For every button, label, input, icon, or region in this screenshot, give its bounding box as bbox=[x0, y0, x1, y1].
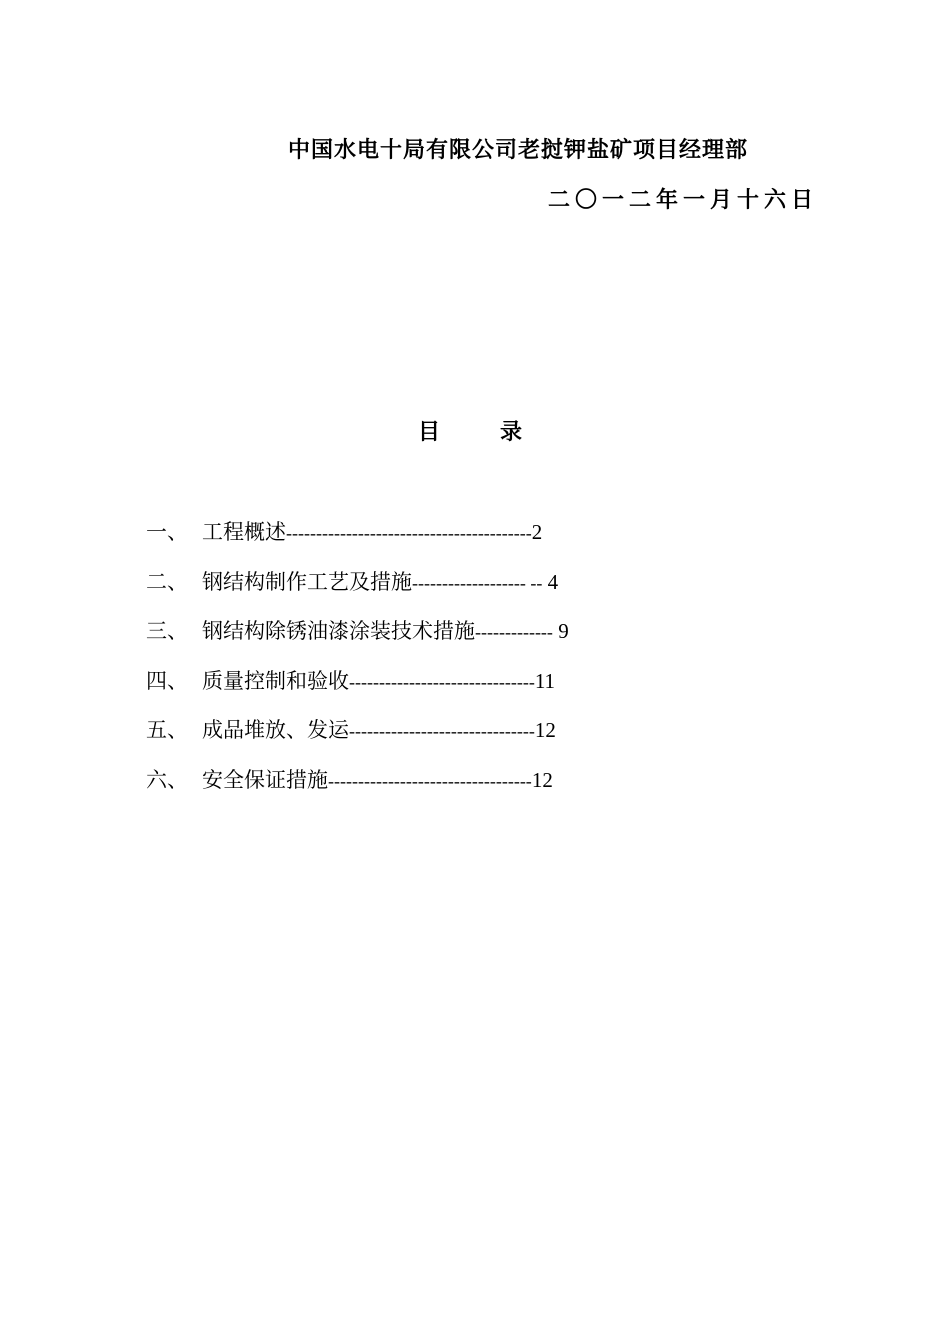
toc-entry-page: 4 bbox=[542, 569, 559, 594]
organization-name: 中国水电十局有限公司老挝钾盐矿项目经理部 bbox=[288, 138, 749, 163]
toc-entry-number: 三、 bbox=[146, 619, 188, 644]
toc-heading-left: 目 bbox=[418, 420, 441, 445]
toc-entry-number: 二、 bbox=[146, 569, 188, 594]
document-date: 二〇一二年一月十六日 bbox=[548, 188, 819, 213]
toc-entry-leader: ------------------------------- bbox=[349, 671, 535, 692]
toc-entry-3[interactable] bbox=[146, 611, 706, 661]
toc-entry-number: 四、 bbox=[146, 668, 188, 693]
toc-entry-2[interactable] bbox=[146, 562, 706, 612]
toc-entry-4[interactable] bbox=[146, 661, 706, 711]
toc-entry-page: 9 bbox=[552, 619, 569, 644]
toc-entry-leader: ----------------------------------------- bbox=[286, 523, 532, 543]
toc-entry-page: 12 bbox=[534, 718, 556, 743]
toc-entry-leader: ---------------------------------- bbox=[328, 770, 532, 791]
toc-entry-label: 钢结构除锈油漆涂装技术措施 bbox=[202, 619, 475, 644]
toc-entry-6[interactable] bbox=[146, 760, 706, 810]
toc-heading-right: 录 bbox=[500, 420, 523, 445]
toc-heading bbox=[418, 416, 522, 450]
toc-entry-leader: ------------------- -- bbox=[412, 572, 543, 593]
toc-entry-label: 质量控制和验收 bbox=[202, 668, 349, 693]
table-of-contents bbox=[146, 512, 706, 810]
toc-entry-leader: ------------------------------- bbox=[349, 721, 535, 742]
toc-entry-label: 安全保证措施 bbox=[202, 767, 328, 792]
toc-entry-5[interactable] bbox=[146, 710, 706, 760]
toc-entry-page: 11 bbox=[534, 668, 556, 693]
toc-entry-number: 五、 bbox=[146, 718, 188, 743]
toc-entry-1[interactable] bbox=[146, 512, 706, 562]
toc-entry-label: 工程概述 bbox=[202, 520, 286, 544]
toc-entry-page: 2 bbox=[531, 520, 543, 544]
toc-entry-label: 成品堆放、发运 bbox=[202, 718, 349, 743]
toc-entry-number: 六、 bbox=[146, 767, 188, 792]
toc-entry-page: 12 bbox=[531, 767, 553, 792]
toc-entry-label: 钢结构制作工艺及措施 bbox=[202, 569, 412, 594]
toc-entry-number: 一、 bbox=[146, 520, 188, 544]
toc-entry-leader: ------------- bbox=[475, 622, 553, 643]
